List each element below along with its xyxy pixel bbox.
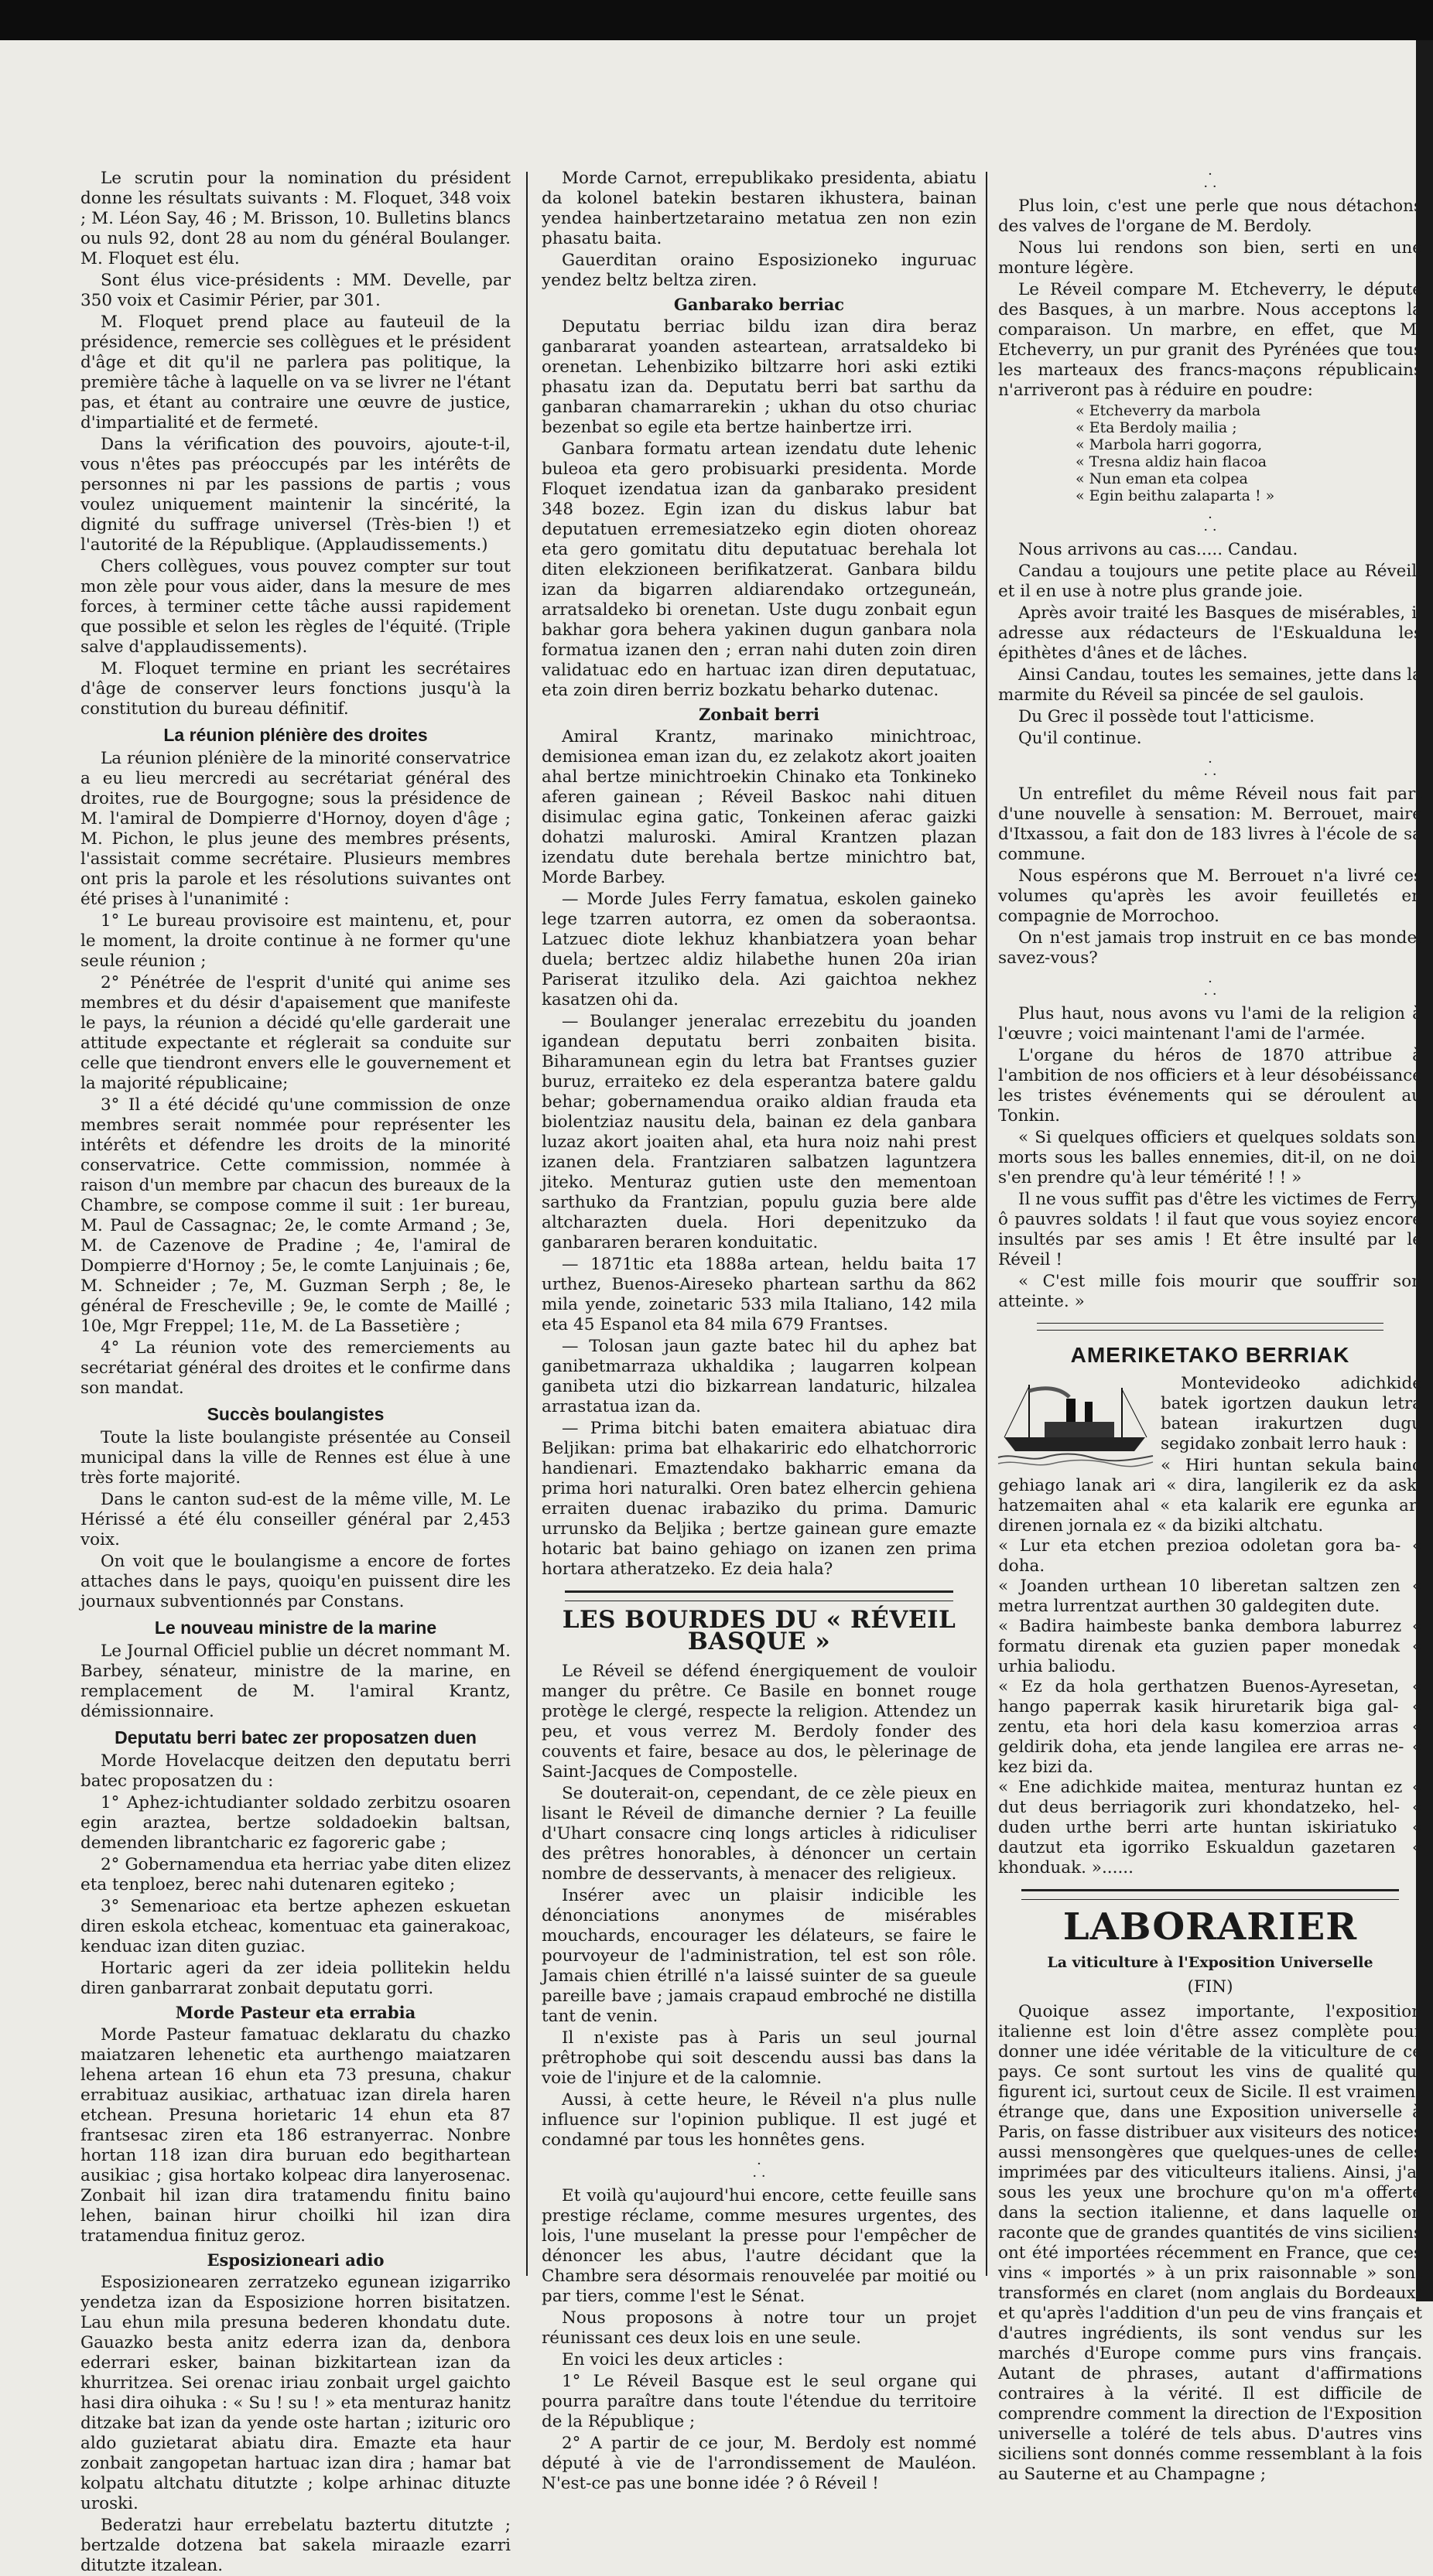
paragraph: En voici les deux articles : bbox=[562, 2350, 784, 2369]
asterism-separator: · · · bbox=[1203, 166, 1217, 195]
letter-quote: « Badira haimbeste banka dembora laburrez « formatu direnak eta guzien paper monedak « urhia baliodu. bbox=[998, 1617, 1422, 1676]
paragraph: Deputatu berriac bildu izan dira beraz ganbararat yoanden asteartean, arratsaldeko bi orenetan. Lehenbiziko biltzarre hori aski eztiki phasatu izan da. Deputatu berri bat sarthu da ganbaran chamarrarekin ; ukhan du otso churiac bezenbat so egile eta bertze hainbertze irri. bbox=[542, 317, 976, 437]
paragraph: — Morde Jules Ferry famatua, eskolen gaineko lege tzarren autorra, ez omen da soberaontsa. Latzuec diote lekhuz khanbiatzera yoan behar duela; bertzec aldiz hilabethe hunen 20a irian Pariserat itzuliko dela. Azi gaichtoa nekhez kasatzen ohi da. bbox=[542, 890, 976, 1010]
asterism-separator: · · · bbox=[1203, 510, 1217, 538]
section-divider bbox=[1037, 1323, 1383, 1331]
verse-line: « Nun eman eta colpea bbox=[1076, 470, 1248, 487]
asterism-separator: · · · bbox=[1203, 754, 1217, 783]
paragraph: Nous arrivons au cas..... Candau. bbox=[1018, 540, 1298, 559]
paragraph: 1° Aphez-ichtudianter soldado zerbitzu osoaren egin araztea, bertze soldadoekin baltsan, demenden librantcharic ez fagoreric gabe ; bbox=[80, 1793, 511, 1853]
paragraph: L'organe du héros de 1870 attribue à l'ambition de nos officiers et à leur désobéissance les tristes événements qui se déroulent au Tonkin. bbox=[998, 1046, 1422, 1126]
verse-line: « Tresna aldiz hain flacoa bbox=[1076, 453, 1267, 470]
paragraph: Plus loin, c'est une perle que nous détachons des valves de l'organe de M. Berdoly. bbox=[998, 196, 1422, 236]
section-divider bbox=[1021, 1889, 1399, 1900]
verse-line: « Egin beithu zalaparta ! » bbox=[1076, 487, 1275, 504]
column-rule-2 bbox=[986, 172, 987, 2276]
paragraph: Du Grec il possède tout l'atticisme. bbox=[1018, 707, 1315, 726]
paragraph: 4° La réunion vote des remerciements au secrétariat général des droites et le confirme dans son mandat. bbox=[80, 1338, 511, 1398]
paragraph: Après avoir traité les Basques de misérables, il adresse aux rédacteurs de l'Eskualduna les épithètes d'ânes et de lâches. bbox=[998, 603, 1422, 663]
letter-quote: « Hiri huntan sekula baino gehiago lanak ari « dira, langilerik ez da aski hatzemaiten ahal « eta kalarik ere egunka ari direnen jornala ez « da biziki altchatu. bbox=[998, 1456, 1422, 1536]
paragraph: Candau a toujours une petite place au Réveil, et il en use à notre plus grande joie. bbox=[998, 562, 1422, 601]
paragraph: 3° Semenarioac eta bertze aphezen eskuetan diren eskola etcheac, komentuac eta gainerakoac, kenduac izan diten guziac. bbox=[80, 1897, 511, 1956]
fin-label: (FIN) bbox=[1187, 1977, 1233, 1997]
paragraph: Se douterait-on, cependant, de ce zèle pieux en lisant le Réveil de dimanche dernier ? La feuille d'Uhart consacre cinq longs articles à ridiculiser des prêtres honorables, à dénoncer un certain nombre de desservants, à menacer des religieux. bbox=[542, 1784, 976, 1884]
paragraph: Esposizionearen zerratzeko egunean izigarriko yendetza izan da Esposizione horren bisitatzen. Lau ehun mila presuna bederen khondatu dute. Gauazko besta anitz ederra izan da, denbora ederrari esker, bainan bizkitartean izan da khurritzea. Sei orenac iriau zonbait urgel gaichto hasi dira oihuka : « Su ! su ! » eta menturaz hanitz ditzake bat izan da yende oste hartan ; izituric oro aldo guzietarat abiatu dira. Emazte eta haur zonbait zangopetan hartuac izan dira ; hamar bat kolpatu altchatu ditutzte ; kolpe arhinac dituzte uroski. bbox=[80, 2273, 511, 2513]
paragraph: Toute la liste boulangiste présentée au Conseil municipal dans la ville de Rennes est élue à une très forte majorité. bbox=[80, 1428, 511, 1488]
paragraph: Morde Pasteur famatuac deklaratu du chazko maiatzaren lehenetic eta aurthengo maiatzaren lehena artean 16 ehun eta 73 presuna, chakur errabituaz ausikiac, arthatuac izan direla haren etchean. Presuna horietaric 14 ehun eta 87 frantsesac ziren eta 186 estranyerrac. Nonbre hortan 118 izan dira buruan edo begithartean ausikiac ; gisa hortako kolpeac dira lanyerosenac. Zonbait hil izan dira tratamendu finitu baino lehen, bainan hirur choilki hil izan dira tratamendua finituz geroz. bbox=[80, 2025, 511, 2246]
paragraph: Morde Carnot, errepublikako presidenta, abiatu da kolonel batekin bestaren ikhustera, bainan yendea hainbertzetaraino metatua zen non ezin phasatu baita. bbox=[542, 169, 976, 248]
paragraph: Et voilà qu'aujourd'hui encore, cette feuille sans prestige réclame, comme mesures urgentes, des lois, l'une muselant la presse pour l'empêcher de dénoncer les abus, l'autre décidant que la Chambre sera désormais renouvelée par moitié ou par tiers, comme l'est le Sénat. bbox=[542, 2186, 976, 2306]
paragraph: Nous proposons à notre tour un projet réunissant ces deux lois en une seule. bbox=[542, 2308, 976, 2348]
headline-pasteur-errabia: Morde Pasteur eta errabia bbox=[175, 2003, 416, 2022]
paragraph: 3° Il a été décidé qu'une commission de onze membres serait nommée pour représenter les intérêts et défendre les droits de la minorité conservatrice. Cette commission, nommée à raison d'un membre par chacun des bureaux de la Chambre, se compose comme il suit : 1er bureau, M. Paul de Cassagnac; 2e, le comte Armand ; 3e, M. de Cazenove de Pradine ; 4e, l'amiral de Dompierre d'Hornoy ; 5e, le comte Lanjuinais ; 6e, M. Schneider ; 7e, M. Guzman Serph ; 8e, le général de Frescheville ; 9e, le comte de Maillé ; 10e, Mgr Freppel; 11e, M. de La Bassetière ; bbox=[80, 1095, 511, 1336]
verse-line: « Marbola harri gogorra, bbox=[1076, 436, 1263, 453]
paragraph: Gauerditan oraino Esposizioneko inguruac yendez beltz beltza ziren. bbox=[542, 251, 976, 290]
headline-esposizioneari-adio: Esposizioneari adio bbox=[207, 2250, 385, 2270]
headline-ministre-marine: Le nouveau ministre de la marine bbox=[154, 1618, 437, 1638]
paragraph: « Si quelques officiers et quelques soldats sont morts sous les balles ennemies, dit-il, on ne doit s'en prendre qu'à leur témérité ! ! » bbox=[998, 1128, 1422, 1187]
paragraph: Le scrutin pour la nomination du président donne les résultats suivants : M. Floquet, 348 voix ; M. Léon Say, 46 ; M. Brisson, 10. Bulletins blancs ou nuls 92, dont 28 au nom du général Boulanger. M. Floquet est élu. bbox=[80, 169, 511, 268]
paragraph: Dans le canton sud-est de la même ville, M. Le Hérissé a été élu conseiller général par 2,453 voix. bbox=[80, 1490, 511, 1549]
basque-verse bbox=[998, 402, 1422, 504]
paragraph: M. Floquet termine en priant les secrétaires d'âge de conserver leurs fonctions jusqu'à la constitution du bureau définitif. bbox=[80, 659, 511, 719]
paragraph: Il n'existe pas à Paris un seul journal prêtrophobe qui soit descendu aussi bas dans la voie de l'injure et de la calomnie. bbox=[542, 2028, 976, 2088]
paragraph: Qu'il continue. bbox=[1018, 729, 1142, 748]
paragraph: Nous espérons que M. Berrouet n'a livré ces volumes qu'après les avoir feuilletés en compagnie de Morrochoo. bbox=[998, 866, 1422, 926]
paragraph: Hortaric ageri da zer ideia pollitekin heldu diren ganbarrarat zonbait deputatu gorri. bbox=[80, 1959, 511, 1998]
paragraph: Nous lui rendons son bien, serti en une monture légère. bbox=[998, 238, 1422, 278]
headline-deputatu-berri: Deputatu berri batec zer proposatzen duen bbox=[115, 1727, 477, 1748]
headline-reunion-droites: La réunion plénière des droites bbox=[163, 725, 428, 745]
paragraph: Ainsi Candau, toutes les semaines, jette dans la marmite du Réveil sa pincée de sel gaulois. bbox=[998, 665, 1422, 705]
paragraph: Dans la vérification des pouvoirs, ajoute-t-il, vous n'êtes pas préoccupés par les intérêts de personnes ni par les passions de partis ; vous voulez uniquement maintenir la sincérité, la dignité du suffrage universel (Très-bien !) et l'autorité de la République. (Applaudissements.) bbox=[80, 435, 511, 555]
paragraph: On n'est jamais trop instruit en ce bas monde, savez-vous? bbox=[998, 928, 1422, 968]
headline-bourdes-reveil: LES BOURDES DU « RÉVEIL BASQUE » bbox=[562, 1606, 956, 1655]
paragraph: — Tolosan jaun gazte batec hil du aphez bat ganibetmarraza ukhaldika ; laugarren kolpean ganibeta utzi dio bizkarrean landaturic, hilzalea arrastatua izan da. bbox=[542, 1337, 976, 1416]
verse-line: « Eta Berdoly mailia ; bbox=[1076, 419, 1237, 436]
paragraph: Il ne vous suffit pas d'être les victimes de Ferry, ô pauvres soldats ! il faut que vous soyiez encore insultés par ses amis ! Et être insulté par le Réveil ! bbox=[998, 1190, 1422, 1269]
headline-ganbarako-berriac: Ganbarako berriac bbox=[673, 295, 845, 314]
paragraph: Montevideoko adichkide batek igortzen daukun letra batean irakurtzen dugu segidako zonbait lerro hauk : bbox=[1161, 1374, 1422, 1454]
paragraph: 2° Gobernamendua eta herriac yabe diten elizez eta tenploez, berec nahi dutenaren egiteko ; bbox=[80, 1855, 511, 1894]
paragraph: Plus haut, nous avons vu l'ami de la religion à l'œuvre ; voici maintenant l'ami de l'armée. bbox=[998, 1004, 1422, 1044]
paragraph: Morde Hovelacque deitzen den deputatu berri batec proposatzen du : bbox=[80, 1751, 511, 1791]
paragraph: Sont élus vice-présidents : MM. Develle, par 350 voix et Casimir Périer, par 301. bbox=[80, 271, 511, 310]
asterism-separator: · · · bbox=[1203, 974, 1217, 1003]
asterism-separator: · · · bbox=[752, 2156, 766, 2185]
letter-quote: « Ez da hola gerthatzen Buenos-Ayresetan, « hango paperrak kasik hiruretarik biga gal- « zentu, eta hori dela kasu komerzioa arras « geldirik doha, eta jende langilea ere arras ne- « kez bizi da. bbox=[998, 1677, 1422, 1777]
steamship-illustration bbox=[998, 1377, 1153, 1470]
paragraph: Bederatzi haur errebelatu baztertu ditutzte ; bertzalde dotzena bat sakela miraazle ezarri ditutzte itzalean. bbox=[80, 2516, 511, 2575]
paragraph: Un entrefilet du même Réveil nous fait part d'une nouvelle à sensation: M. Berrouet, maire d'Itxassou, a fait don de 183 livres à l'école de sa commune. bbox=[998, 784, 1422, 864]
steamship-icon bbox=[998, 1377, 1153, 1470]
paragraph: — Boulanger jeneralac errezebitu du joanden igandean deputatu berri zonbaiten bisita. Biharamunean egin du letra bat Frantses guzier buruz, erraiteko ez dela esperantza batere galdu behar; gobernamendua oraiko aldian frauda eta biolentziaz nausitu dela, bainan ez dela ganbara luzaz akort joaiten ahal, eta hura noiz nahi prest izanen dela. Frantziaren salbatzen laguntzera jiteko. Menturaz gutien uste den mementoan sarthuko da Frantzian, populu guzia bere alde altcharazten duela. Hori depenitzuko da ganbararen beraren konduitatic. bbox=[542, 1012, 976, 1252]
letter-quote: « Lur eta etchen prezioa odoletan gora ba- « doha. bbox=[998, 1536, 1422, 1576]
section-divider bbox=[565, 1590, 953, 1601]
paragraph: Le Réveil se défend énergiquement de vouloir manger du prêtre. Ce Basile en bonnet rouge protège le clergé, respecte la religion. Attendez un peu, et vous verrez M. Berdoly fonder des couvents et faire, besace au dos, le pèlerinage de Saint-Jacques de Compostelle. bbox=[542, 1662, 976, 1782]
paragraph: Chers collègues, vous pouvez compter sur tout mon zèle pour vous aider, dans la mesure de mes forces, à terminer cette tâche aussi rapidement que possible et selon les règles de l'équité. (Triple salve d'applaudissements). bbox=[80, 557, 511, 657]
paragraph: Insérer avec un plaisir indicible les dénonciations anonymes de misérables mouchards, encourager les délateurs, se faire le pourvoyeur de l'administration, tel est son rôle. Jamais chien étrillé n'a laissé suinter de sa gueule pareille bave ; jamais crapaud embroché ne distilla tant de venin. bbox=[542, 1886, 976, 2026]
verse-line: « Etcheverry da marbola bbox=[1076, 402, 1261, 419]
letter-quote: « Joanden urthean 10 liberetan saltzen zen « metra lurrentzat aurthen 30 galdegiten dute. bbox=[998, 1577, 1422, 1616]
headline-succes-boulangistes: Succès boulangistes bbox=[207, 1404, 385, 1424]
paragraph: Le Réveil compare M. Etcheverry, le député des Basques, à un marbre. Nous acceptons la comparaison. Un marbre, en effet, que M. Etcheverry, un pur granit des Pyrénées que tous les marteaux des francs-maçons républicains n'arriveront pas à réduire en poudre: bbox=[998, 280, 1422, 400]
paragraph: « C'est mille fois mourir que souffrir son atteinte. » bbox=[998, 1272, 1422, 1311]
paragraph: Le Journal Officiel publie un décret nommant M. Barbey, sénateur, ministre de la marine, en remplacement de M. l'amiral Krantz, démissionnaire. bbox=[80, 1642, 511, 1721]
paragraph: Quoique assez importante, l'exposition italienne est loin d'être assez complète pour donner une idée véritable de la viticulture de ce pays. Ce sont surtout les vins de qualité qui figurent ici, surtout ceux de Sicile. Il est vraiment étrange que, dans une Exposition universelle à Paris, on fasse distribuer aux visiteurs des notices aussi mensongères que quelques-unes de celles imprimées par des viticulteurs italiens. Ainsi, j'ai sous les yeux une brochure qu'on m'a offerte dans la section italienne, et dans laquelle on raconte que de grandes quantités de vins siciliens ont été importées récemment en France, que ces vins « importés » à un prix raisonnable » sont transformés en claret (nom anglais du Bordeaux) et qu'après l'addition d'un peu de vins français et d'autres ingrédients, ils sont vendus sur les marchés d'Europe comme purs vins français. Autant de phrases, autant d'affirmations contraires à la vérité. Il est difficile de comprendre comment la direction de l'Exposition universelle a toléré de tels abus. D'autres vins siciliens sont donnés comme ressemblant à la fois au Sauterne et au Champagne ; bbox=[998, 2002, 1422, 2484]
column-2 bbox=[542, 169, 976, 2493]
top-border bbox=[0, 0, 1433, 40]
paragraph: La réunion plénière de la minorité conservatrice a eu lieu mercredi au secrétariat général des droites, rue de Bourgogne; sous la présidence de M. l'amiral de Dompierre d'Hornoy, doyen d'âge ; M. Pichon, le plus jeune des membres présents, l'assistait comme secrétaire. Plusieurs membres ont pris la parole et les résolutions suivantes ont été prises à l'unanimité : bbox=[80, 749, 511, 909]
paragraph: — 1871tic eta 1888a artean, heldu baita 17 urthez, Buenos-Aireseko phartean sarthu da 862 mila yende, zoinetaric 533 mila Italiano, 142 mila eta 45 Espanol eta 84 mila 679 Frantses. bbox=[542, 1255, 976, 1334]
paragraph: M. Floquet prend place au fauteuil de la présidence, remercie ses collègues et le président d'âge et dit qu'il ne parlera pas politique, la première tâche à laquelle on va se livrer ne l'étant pas, et étant au contraire une œuvre de justice, d'impartialité et de fermeté. bbox=[80, 313, 511, 432]
subheadline-viticulture: La viticulture à l'Exposition Universelle bbox=[1047, 1954, 1373, 1971]
paragraph: On voit que le boulangisme a encore de fortes attaches dans le pays, quoiqu'en puissent dire les journaux subventionnés par Constans. bbox=[80, 1552, 511, 1611]
paragraph: 2° Pénétrée de l'esprit d'unité qui anime ses membres et du désir d'apaisement que manifeste le pays, la réunion a décidé qu'elle garderait une attitude expectante et réglerait sa conduite sur celle que tiendront envers elle le gouvernement et la majorité républicaine; bbox=[80, 973, 511, 1093]
paragraph: 1° Le Réveil Basque est le seul organe qui pourra paraître dans toute l'étendue du territoire de la République ; bbox=[542, 2372, 976, 2431]
paragraph: — Prima bitchi baten emaitera abiatuac dira Beljikan: prima bat elhakariric edo elhatchorroric handienari. Emaztendako bakharric emana da prima hori naturalki. Oren batez elhercin gehiena erraiten duenac irabaziko du prima. Damuric urrunsko da Beljika ; bertze gainean gure emazte hotaric bat baino gehiago on izanen zen prima hortara atheratzeko. Ez deia hala? bbox=[542, 1419, 976, 1579]
column-1 bbox=[80, 169, 511, 2575]
headline-laborarier: LABORARIER bbox=[1062, 1905, 1358, 1949]
headline-zonbait-berri: Zonbait berri bbox=[698, 705, 820, 724]
column-rule-1 bbox=[526, 172, 528, 2276]
paragraph: Amiral Krantz, marinako minichtroac, demisionea eman izan du, ez zelakotz akort joaiten ahal bertze minichtroekin Chinako eta Tonkineko aferen gainean ; Réveil Baskoc nahi dituen disimulac egina gatic, Tonkeinen aferac gaizki dohatzi maluroski. Amiral Krantzen plazan izendatu dute berehala bertze minichtro bat, Morde Barbey. bbox=[542, 727, 976, 887]
paragraph: 1° Le bureau provisoire est maintenu, et, pour le moment, la droite continue à ne former qu'une seule réunion ; bbox=[80, 911, 511, 971]
column-3 bbox=[998, 166, 1422, 2484]
paragraph: 2° A partir de ce jour, M. Berdoly est nommé député à vie de l'arrondissement de Mauléon. N'est-ce pas une bonne idée ? ô Réveil ! bbox=[542, 2434, 976, 2493]
paragraph: Aussi, à cette heure, le Réveil n'a plus nulle influence sur l'opinion publique. Il est jugé et condamné par tous les honnêtes gens. bbox=[542, 2090, 976, 2150]
paragraph: Ganbara formatu artean izendatu dute lehenic buleoa eta gero probisuarki presidenta. Morde Floquet izendatua izan da ganbarako president 348 bozez. Egin izan du diskus labur bat deputatuen erremesiatzeko egin dioten ohoreaz eta gero gomitatu ditu deputatuac berehala lot diten elekzioneen berifikatzerat. Ganbara bildu izan da bigarren aldiarendako ortzeguneán, arratsaldeko bi orenetan. Uste dugu zonbait egun bakhar gora behera yakinen dugun ganbara nola formatua izanen den ; erran nahi duten zoin diren validatuac edo en hartuac izan diren deputatuac, eta zoin diren berriz bozkatu beharko dutenac. bbox=[542, 439, 976, 700]
headline-ameriketako-berriak: AMERIKETAKO BERRIAK bbox=[1070, 1343, 1350, 1367]
letter-quote: « Ene adichkide maitea, menturaz huntan ez « dut deus berriagorik zuri khondatzeko, hel- « duden urthe berri arte huntan iskiriatuko « dautzut eta igorriko Eskualdun gazetaren « khonduak. »...... bbox=[998, 1778, 1422, 1877]
